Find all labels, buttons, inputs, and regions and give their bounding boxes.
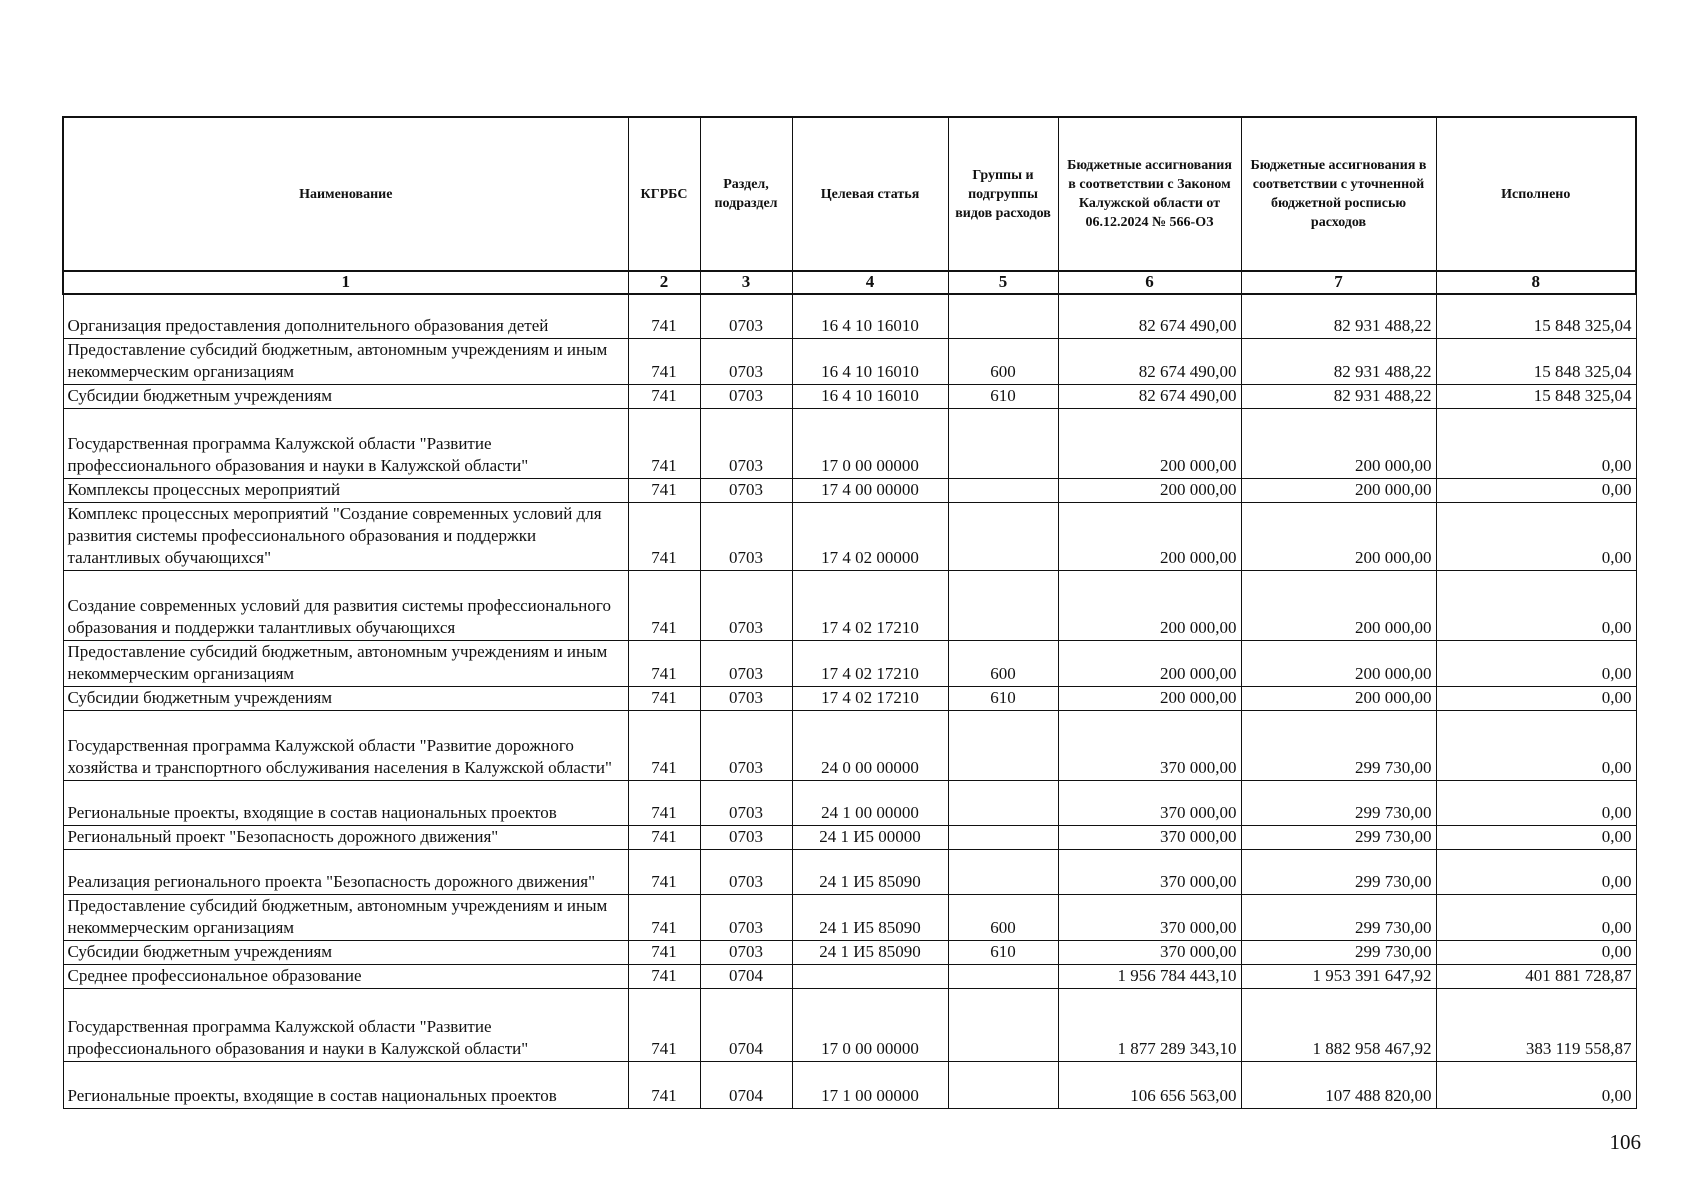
table-row: [63, 570, 1636, 640]
row-name: Региональные проекты, входящие в состав национальных проектов: [63, 1061, 628, 1108]
table-row: [63, 780, 1636, 825]
row-target: 17 4 02 00000: [792, 502, 948, 570]
row-executed-amount: 0,00: [1436, 640, 1636, 686]
row-law-amount: 200 000,00: [1058, 640, 1241, 686]
row-refined-amount: 1 882 958 467,92: [1241, 988, 1436, 1061]
row-refined-amount: 299 730,00: [1241, 780, 1436, 825]
row-section: 0703: [700, 849, 792, 894]
row-kgrbs: 741: [628, 964, 700, 988]
row-law-amount: 1 877 289 343,10: [1058, 988, 1241, 1061]
row-law-amount: 370 000,00: [1058, 894, 1241, 940]
column-number-row: [63, 271, 1636, 294]
row-group: [948, 988, 1058, 1061]
row-group: [948, 478, 1058, 502]
row-kgrbs: 741: [628, 640, 700, 686]
row-name: Государственная программа Калужской области "Развитие профессионального образования и науки в Калужской области": [63, 408, 628, 478]
row-kgrbs: 741: [628, 710, 700, 780]
row-section: 0703: [700, 408, 792, 478]
row-group: [948, 710, 1058, 780]
row-executed-amount: 0,00: [1436, 686, 1636, 710]
row-target: 24 0 00 00000: [792, 710, 948, 780]
row-section: 0703: [700, 710, 792, 780]
row-kgrbs: 741: [628, 502, 700, 570]
row-kgrbs: 741: [628, 988, 700, 1061]
row-refined-amount: 107 488 820,00: [1241, 1061, 1436, 1108]
row-kgrbs: 741: [628, 825, 700, 849]
row-name: Субсидии бюджетным учреждениям: [63, 686, 628, 710]
row-target: [792, 964, 948, 988]
row-target: 17 0 00 00000: [792, 408, 948, 478]
column-number: 4: [792, 271, 948, 294]
column-number: 2: [628, 271, 700, 294]
row-refined-amount: 1 953 391 647,92: [1241, 964, 1436, 988]
row-section: 0703: [700, 294, 792, 338]
row-law-amount: 370 000,00: [1058, 849, 1241, 894]
column-number: 6: [1058, 271, 1241, 294]
row-kgrbs: 741: [628, 849, 700, 894]
table-row: [63, 294, 1636, 338]
row-executed-amount: 15 848 325,04: [1436, 338, 1636, 384]
row-name: Государственная программа Калужской области "Развитие профессионального образования и науки в Калужской области": [63, 988, 628, 1061]
row-executed-amount: 0,00: [1436, 940, 1636, 964]
row-target: 24 1 00 00000: [792, 780, 948, 825]
row-refined-amount: 299 730,00: [1241, 940, 1436, 964]
row-group: [948, 825, 1058, 849]
column-number: 7: [1241, 271, 1436, 294]
row-group: [948, 849, 1058, 894]
row-target: 16 4 10 16010: [792, 294, 948, 338]
column-number: 8: [1436, 271, 1636, 294]
row-target: 24 1 И5 85090: [792, 940, 948, 964]
header-name: Наименование: [63, 117, 628, 271]
row-section: 0703: [700, 478, 792, 502]
row-section: 0703: [700, 502, 792, 570]
row-group: 600: [948, 338, 1058, 384]
row-executed-amount: 0,00: [1436, 849, 1636, 894]
row-section: 0703: [700, 570, 792, 640]
table-row: [63, 894, 1636, 940]
header-law: Бюджетные ассигнования в соответствии с Законом Калужской области от 06.12.2024 № 566-ОЗ: [1058, 117, 1241, 271]
row-refined-amount: 299 730,00: [1241, 825, 1436, 849]
table-row: [63, 825, 1636, 849]
row-target: 17 4 02 17210: [792, 570, 948, 640]
table-row: [63, 502, 1636, 570]
row-kgrbs: 741: [628, 478, 700, 502]
row-name: Комплекс процессных мероприятий "Создание современных условий для развития системы профессионального образования и поддержки талантливых обучающихся": [63, 502, 628, 570]
table-row: [63, 849, 1636, 894]
row-section: 0703: [700, 338, 792, 384]
row-name: Организация предоставления дополнительного образования детей: [63, 294, 628, 338]
row-executed-amount: 0,00: [1436, 894, 1636, 940]
row-target: 17 4 00 00000: [792, 478, 948, 502]
row-name: Государственная программа Калужской области "Развитие дорожного хозяйства и транспортного обслуживания населения в Калужской области": [63, 710, 628, 780]
row-group: [948, 294, 1058, 338]
table-row: [63, 686, 1636, 710]
row-refined-amount: 200 000,00: [1241, 502, 1436, 570]
row-refined-amount: 82 931 488,22: [1241, 338, 1436, 384]
row-name: Реализация регионального проекта "Безопасность дорожного движения": [63, 849, 628, 894]
row-refined-amount: 200 000,00: [1241, 408, 1436, 478]
row-target: 24 1 И5 85090: [792, 894, 948, 940]
table-row: [63, 384, 1636, 408]
row-refined-amount: 200 000,00: [1241, 640, 1436, 686]
column-number: 3: [700, 271, 792, 294]
table-row: [63, 710, 1636, 780]
row-group: 600: [948, 894, 1058, 940]
row-kgrbs: 741: [628, 570, 700, 640]
row-refined-amount: 299 730,00: [1241, 849, 1436, 894]
table-header: [63, 117, 1636, 294]
table-row: [63, 640, 1636, 686]
row-law-amount: 82 674 490,00: [1058, 338, 1241, 384]
row-name: Предоставление субсидий бюджетным, автономным учреждениям и иным некоммерческим организациям: [63, 338, 628, 384]
row-group: [948, 502, 1058, 570]
table-row: [63, 408, 1636, 478]
row-name: Субсидии бюджетным учреждениям: [63, 940, 628, 964]
row-executed-amount: 0,00: [1436, 408, 1636, 478]
table-row: [63, 478, 1636, 502]
row-kgrbs: 741: [628, 338, 700, 384]
row-executed-amount: 15 848 325,04: [1436, 294, 1636, 338]
row-kgrbs: 741: [628, 408, 700, 478]
row-kgrbs: 741: [628, 940, 700, 964]
row-section: 0703: [700, 940, 792, 964]
row-executed-amount: 0,00: [1436, 1061, 1636, 1108]
budget-table: [62, 116, 1637, 1109]
row-section: 0703: [700, 686, 792, 710]
table-row: [63, 988, 1636, 1061]
row-kgrbs: 741: [628, 384, 700, 408]
row-law-amount: 370 000,00: [1058, 825, 1241, 849]
row-name: Создание современных условий для развития системы профессионального образования и поддержки талантливых обучающихся: [63, 570, 628, 640]
header-target: Целевая статья: [792, 117, 948, 271]
header-kgrbs: КГРБС: [628, 117, 700, 271]
row-executed-amount: 401 881 728,87: [1436, 964, 1636, 988]
header-groups: Группы и подгруппы видов расходов: [948, 117, 1058, 271]
row-executed-amount: 0,00: [1436, 570, 1636, 640]
table-row: [63, 940, 1636, 964]
row-name: Региональные проекты, входящие в состав национальных проектов: [63, 780, 628, 825]
table-row: [63, 338, 1636, 384]
row-target: 24 1 И5 85090: [792, 849, 948, 894]
row-kgrbs: 741: [628, 294, 700, 338]
page-number: 106: [1609, 1130, 1641, 1154]
row-law-amount: 200 000,00: [1058, 408, 1241, 478]
row-executed-amount: 0,00: [1436, 825, 1636, 849]
row-target: 17 1 00 00000: [792, 1061, 948, 1108]
row-group: [948, 408, 1058, 478]
row-executed-amount: 0,00: [1436, 502, 1636, 570]
row-name: Среднее профессиональное образование: [63, 964, 628, 988]
header-refined: Бюджетные ассигнования в соответствии с уточненной бюджетной росписью расходов: [1241, 117, 1436, 271]
row-group: 610: [948, 384, 1058, 408]
header-section: Раздел, подраздел: [700, 117, 792, 271]
row-group: [948, 964, 1058, 988]
row-refined-amount: 82 931 488,22: [1241, 384, 1436, 408]
row-executed-amount: 0,00: [1436, 710, 1636, 780]
row-name: Субсидии бюджетным учреждениям: [63, 384, 628, 408]
row-refined-amount: 200 000,00: [1241, 478, 1436, 502]
row-law-amount: 200 000,00: [1058, 686, 1241, 710]
row-name: Региональный проект "Безопасность дорожного движения": [63, 825, 628, 849]
row-executed-amount: 15 848 325,04: [1436, 384, 1636, 408]
table-row: [63, 964, 1636, 988]
row-group: 610: [948, 686, 1058, 710]
column-number: 5: [948, 271, 1058, 294]
row-law-amount: 370 000,00: [1058, 780, 1241, 825]
row-executed-amount: 0,00: [1436, 478, 1636, 502]
row-section: 0703: [700, 384, 792, 408]
row-refined-amount: 200 000,00: [1241, 686, 1436, 710]
column-number: 1: [63, 271, 628, 294]
row-group: 610: [948, 940, 1058, 964]
table-body: [63, 294, 1636, 1108]
row-target: 17 4 02 17210: [792, 686, 948, 710]
row-name: Комплексы процессных мероприятий: [63, 478, 628, 502]
table-row: [63, 1061, 1636, 1108]
row-section: 0704: [700, 988, 792, 1061]
row-law-amount: 200 000,00: [1058, 570, 1241, 640]
row-kgrbs: 741: [628, 894, 700, 940]
row-law-amount: 82 674 490,00: [1058, 294, 1241, 338]
row-law-amount: 106 656 563,00: [1058, 1061, 1241, 1108]
row-section: 0703: [700, 825, 792, 849]
row-kgrbs: 741: [628, 1061, 700, 1108]
row-law-amount: 200 000,00: [1058, 502, 1241, 570]
row-group: 600: [948, 640, 1058, 686]
row-refined-amount: 82 931 488,22: [1241, 294, 1436, 338]
row-law-amount: 1 956 784 443,10: [1058, 964, 1241, 988]
row-target: 16 4 10 16010: [792, 338, 948, 384]
row-group: [948, 570, 1058, 640]
row-group: [948, 1061, 1058, 1108]
row-name: Предоставление субсидий бюджетным, автономным учреждениям и иным некоммерческим организациям: [63, 640, 628, 686]
row-executed-amount: 0,00: [1436, 780, 1636, 825]
row-executed-amount: 383 119 558,87: [1436, 988, 1636, 1061]
row-law-amount: 370 000,00: [1058, 940, 1241, 964]
row-refined-amount: 200 000,00: [1241, 570, 1436, 640]
row-target: 17 4 02 17210: [792, 640, 948, 686]
row-kgrbs: 741: [628, 686, 700, 710]
row-target: 16 4 10 16010: [792, 384, 948, 408]
row-refined-amount: 299 730,00: [1241, 894, 1436, 940]
row-section: 0703: [700, 640, 792, 686]
row-section: 0704: [700, 1061, 792, 1108]
row-target: 17 0 00 00000: [792, 988, 948, 1061]
header-executed: Исполнено: [1436, 117, 1636, 271]
row-refined-amount: 299 730,00: [1241, 710, 1436, 780]
row-section: 0704: [700, 964, 792, 988]
row-law-amount: 82 674 490,00: [1058, 384, 1241, 408]
row-group: [948, 780, 1058, 825]
row-law-amount: 200 000,00: [1058, 478, 1241, 502]
row-kgrbs: 741: [628, 780, 700, 825]
row-law-amount: 370 000,00: [1058, 710, 1241, 780]
row-section: 0703: [700, 780, 792, 825]
row-section: 0703: [700, 894, 792, 940]
row-target: 24 1 И5 00000: [792, 825, 948, 849]
row-name: Предоставление субсидий бюджетным, автономным учреждениям и иным некоммерческим организациям: [63, 894, 628, 940]
